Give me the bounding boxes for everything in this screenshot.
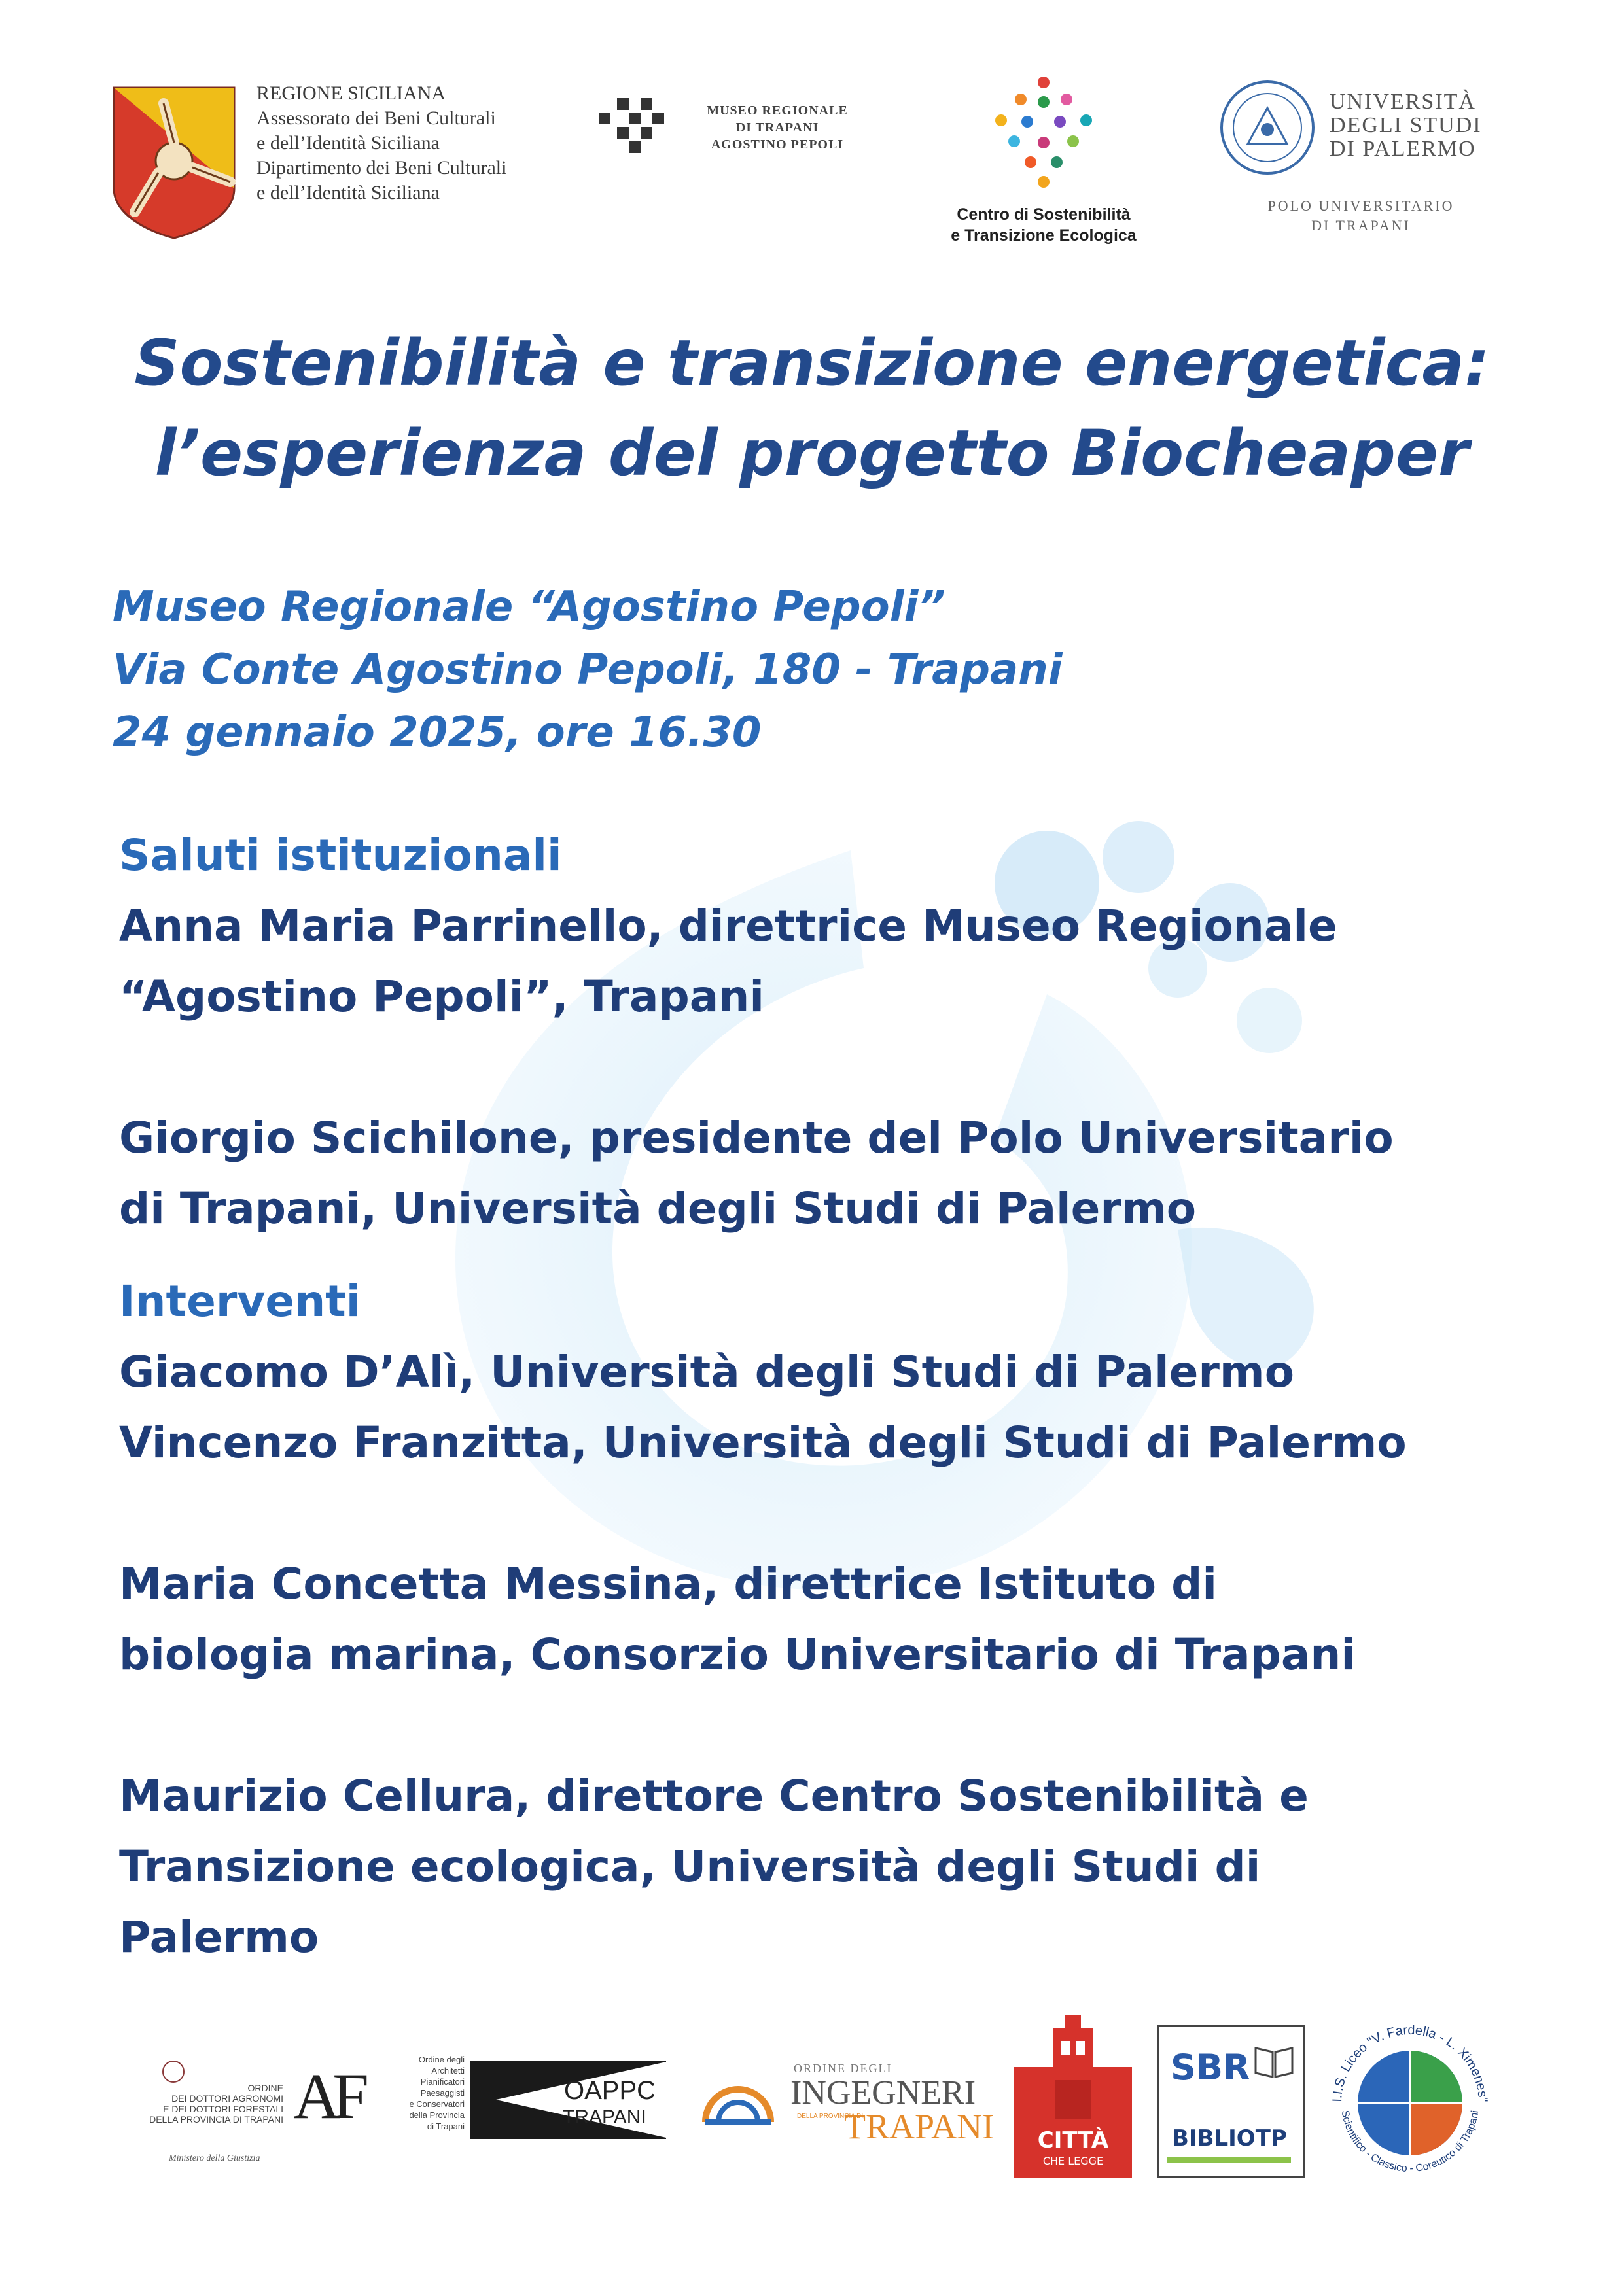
spacer	[119, 1690, 1407, 1761]
museo-line: DI TRAPANI	[735, 120, 819, 135]
speaker-line: “Agostino Pepoli”, Trapani	[119, 971, 764, 1022]
event-datetime: 24 gennaio 2025, ore 16.30	[113, 708, 762, 757]
sbr-name: SBR	[1171, 2047, 1250, 2088]
agronomi-logo	[143, 2061, 431, 2191]
unipa-line: UNIVERSITÀ	[1330, 90, 1476, 114]
oappc-line: di Trapani	[427, 2121, 465, 2131]
speaker-line: di Trapani, Università degli Studi di Palermo	[119, 1183, 1197, 1234]
speaker-line: Anna Maria Parrinello, direttrice Museo Regionale	[119, 901, 1337, 951]
liceo-logo	[1322, 2015, 1498, 2191]
sbr-bibliotp-logo	[1157, 2025, 1305, 2178]
book-icon	[1253, 2043, 1295, 2079]
ingegneri-logo	[699, 2061, 995, 2146]
speaker-line: Transizione ecologica, Università degli Studi di	[119, 1841, 1261, 1892]
spacer	[119, 1032, 1407, 1103]
museo-line: MUSEO REGIONALE	[707, 103, 848, 118]
ingegneri-name: INGEGNERI	[790, 2074, 976, 2112]
trinacria-shield-icon	[109, 84, 239, 241]
oappc-city: TRAPANI	[563, 2106, 646, 2128]
oappc-line: e Conservatori	[409, 2099, 465, 2109]
polo-universitario-text	[1217, 196, 1505, 235]
interventi-heading: Interventi	[119, 1276, 361, 1327]
title-line: Sostenibilità e transizione energetica:	[134, 326, 1490, 400]
agronomi-af-mark: AF	[293, 2060, 361, 2132]
agronomi-line: ORDINE	[247, 2083, 283, 2093]
event-title	[0, 318, 1624, 498]
ingegneri-arc-icon	[699, 2076, 777, 2129]
regione-line: REGIONE SICILIANA	[256, 82, 446, 104]
unipa-line: DEGLI STUDI	[1330, 113, 1482, 137]
venue-name: Museo Regionale “Agostino Pepoli”	[113, 583, 945, 631]
centro-text	[913, 204, 1174, 246]
citta-che-legge-logo	[1014, 2015, 1132, 2178]
speaker-line: Maria Concetta Messina, direttrice Istituto di	[119, 1559, 1217, 1609]
museo-checker-icon	[599, 98, 671, 164]
agronomi-line: DEI DOTTORI AGRONOMI	[171, 2093, 283, 2104]
oappc-name: OAPPC	[564, 2076, 656, 2105]
speaker-line: Giorgio Scichilone, presidente del Polo Universitario	[119, 1113, 1394, 1163]
venue-address: Via Conte Agostino Pepoli, 180 - Trapani	[113, 646, 1063, 694]
oappc-line: Paesaggisti	[420, 2088, 465, 2098]
regione-line: Dipartimento dei Beni Culturali	[256, 157, 507, 179]
agronomi-line: DELLA PROVINCIA DI TRAPANI	[149, 2114, 283, 2125]
sbr-underline	[1167, 2157, 1291, 2163]
museo-text	[673, 102, 882, 153]
ingegneri-top: ORDINE DEGLI	[794, 2062, 892, 2075]
regione-line: e dell’Identità Siciliana	[256, 182, 440, 203]
speaker-line: biologia marina, Consorzio Universitario di Trapani	[119, 1629, 1356, 1680]
citta-tower-icon	[1014, 2015, 1132, 2178]
title-line: l’esperienza del progetto Biocheaper	[154, 417, 1470, 490]
ministero-text: Ministero della Giustizia	[169, 2153, 260, 2163]
venue-block	[113, 576, 1063, 764]
centro-line: Centro di Sostenibilità	[957, 205, 1131, 224]
oappc-line: della Provincia	[409, 2110, 465, 2120]
unipa-seal-icon	[1218, 78, 1316, 177]
citta-sub: CHE LEGGE	[1042, 2155, 1104, 2167]
unipa-text	[1330, 90, 1526, 161]
ingegneri-city: TRAPANI	[844, 2107, 995, 2146]
ingegneri-sub: DELLA PROVINCIA DI	[797, 2113, 864, 2120]
speaker-line: Maurizio Cellura, direttore Centro Sostenibilità e	[119, 1771, 1309, 1821]
oappc-line: Architetti	[431, 2066, 465, 2076]
spacer	[119, 1478, 1407, 1549]
oappc-logo	[393, 2054, 667, 2152]
museo-line: AGOSTINO PEPOLI	[711, 137, 844, 152]
regione-siciliana-logo	[109, 84, 239, 241]
speaker-line: Giacomo D’Alì, Università degli Studi di Palermo	[119, 1347, 1295, 1397]
regione-line: e dell’Identità Siciliana	[256, 132, 440, 154]
liceo-ring-top: I.I.S. Liceo "V. Fardella - L. Ximenes"	[1330, 2023, 1491, 2103]
regione-siciliana-text	[256, 81, 597, 205]
liceo-seal-icon	[1322, 2015, 1498, 2191]
polo-line: POLO UNIVERSITARIO	[1267, 198, 1455, 214]
agronomi-line: E DEI DOTTORI FORESTALI	[163, 2104, 283, 2114]
saluti-heading: Saluti istituzionali	[119, 830, 562, 880]
centro-line: e Transizione Ecologica	[951, 226, 1137, 245]
oappc-line: Pianificatori	[420, 2077, 465, 2087]
spacer	[119, 1244, 1407, 1266]
polo-line: DI TRAPANI	[1311, 217, 1411, 234]
italy-emblem-icon	[162, 2061, 185, 2083]
centro-dots-icon	[981, 73, 1106, 191]
unipa-line: DI PALERMO	[1330, 137, 1476, 161]
speaker-line: Vincenzo Franzitta, Università degli Studi di Palermo	[119, 1418, 1407, 1468]
regione-line: Assessorato dei Beni Culturali	[256, 107, 496, 129]
sbr-sub: BIBLIOTP	[1172, 2125, 1287, 2151]
speaker-line: Palermo	[119, 1912, 319, 1962]
liceo-ring-bottom: Scientifico - Classico - Coreutico di Trapani	[1339, 2109, 1481, 2175]
program-block	[119, 820, 1407, 1973]
oappc-line: Ordine degli	[418, 2055, 465, 2064]
citta-name: CITTÀ	[1037, 2127, 1109, 2153]
